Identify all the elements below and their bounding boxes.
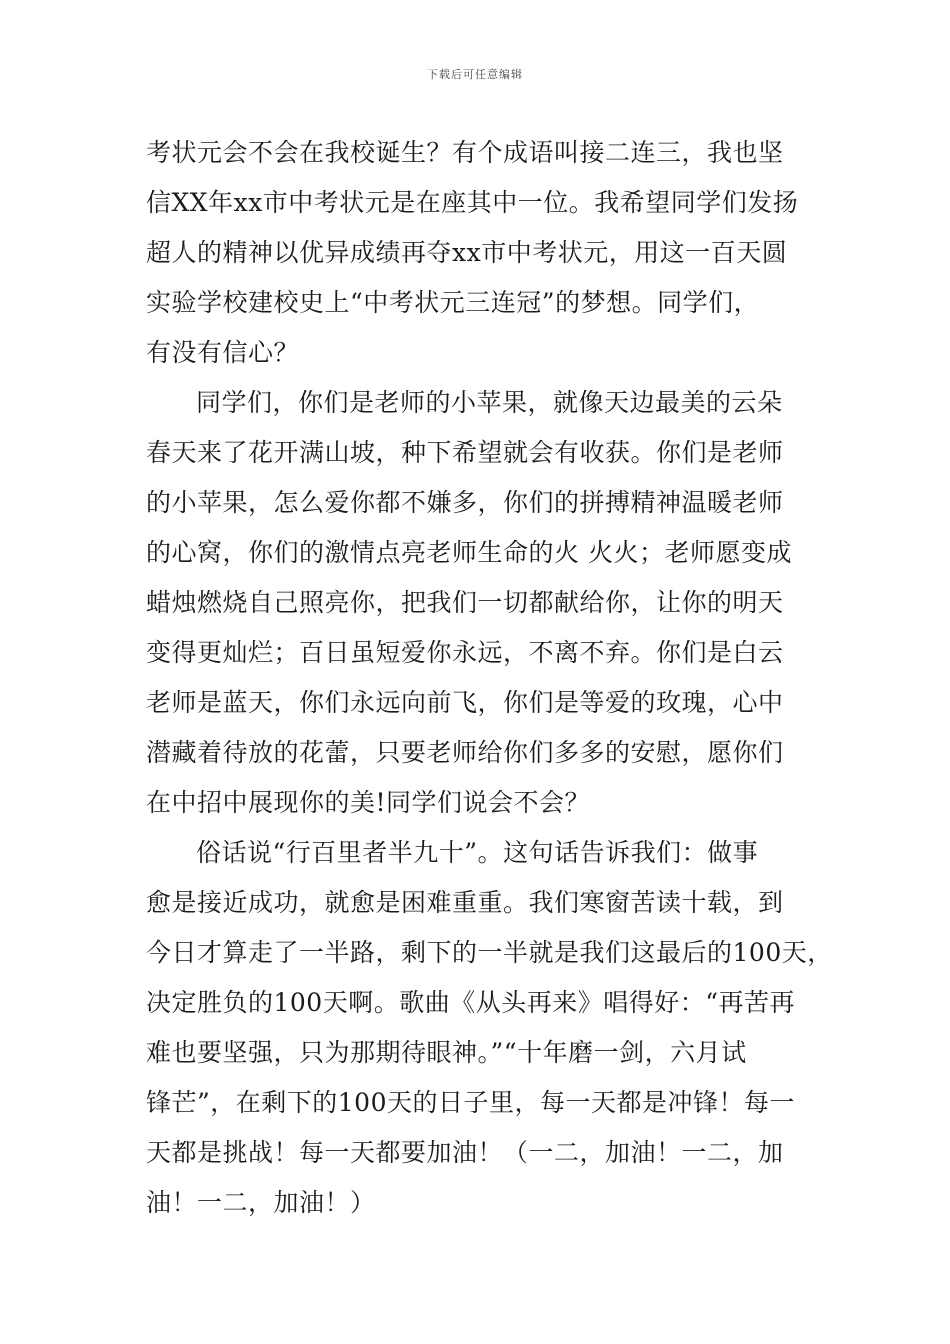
text-line: 信XX年xx市中考状元是在座其中一位。我希望同学们发扬	[146, 188, 799, 217]
text-line: 蜡烛燃烧自己照亮你，把我们一切都献给你，让你的明天	[146, 588, 784, 617]
text-line: 天都是挑战！每一天都要加油！（一二，加油！一二，加	[146, 1138, 784, 1167]
text-line: 愈是接近成功，就愈是困难重重。我们寒窗苦读十载，到	[146, 888, 784, 917]
text-line-indented: 同学们，你们是老师的小苹果，就像天边最美的云朵	[196, 388, 783, 417]
text-line: 实验学校建校史上“中考状元三连冠”的梦想。同学们，	[146, 288, 760, 317]
text-line: 超人的精神以优异成绩再夺xx市中考状元，用这一百天圆	[146, 238, 788, 267]
paragraph-1	[146, 128, 816, 378]
text-line: 在中招中展现你的美!同学们说会不会？	[146, 788, 591, 817]
text-line: 今日才算走了一半路，剩下的一半就是我们这最后的100天，	[146, 938, 833, 967]
text-line: 变得更灿烂；百日虽短爱你永远，不离不弃。你们是白云	[146, 638, 784, 667]
text-line: 的心窝，你们的激情点亮老师生命的火 火火；老师愿变成	[146, 538, 792, 567]
page-header: 下载后可任意编辑	[427, 68, 523, 81]
text-line: 锋芒”，在剩下的100天的日子里，每一天都是冲锋！每一	[146, 1088, 796, 1117]
paragraph-3	[146, 828, 833, 1228]
text-line: 春天来了花开满山坡，种下希望就会有收获。你们是老师	[146, 438, 784, 467]
text-line-indented: 俗话说“行百里者半九十”。这句话告诉我们：做事	[196, 838, 759, 867]
text-line: 的小苹果，怎么爱你都不嫌多，你们的拼搏精神温暖老师	[146, 488, 784, 517]
document-body	[146, 128, 833, 1228]
text-line: 有没有信心？	[146, 338, 300, 367]
text-line: 难也要坚强，只为那期待眼神。”“十年磨一剑，六月试	[146, 1038, 747, 1067]
paragraph-2	[146, 378, 816, 828]
text-line: 老师是蓝天，你们永远向前飞，你们是等爱的玫瑰，心中	[146, 688, 784, 717]
text-line: 考状元会不会在我校诞生？有个成语叫接二连三，我也坚	[146, 138, 784, 167]
text-line: 决定胜负的100天啊。歌曲《从头再来》唱得好：“再苦再	[146, 988, 796, 1017]
text-line: 油！一二，加油！）	[146, 1188, 376, 1217]
text-line: 潜藏着待放的花蕾，只要老师给你们多多的安慰，愿你们	[146, 738, 784, 767]
